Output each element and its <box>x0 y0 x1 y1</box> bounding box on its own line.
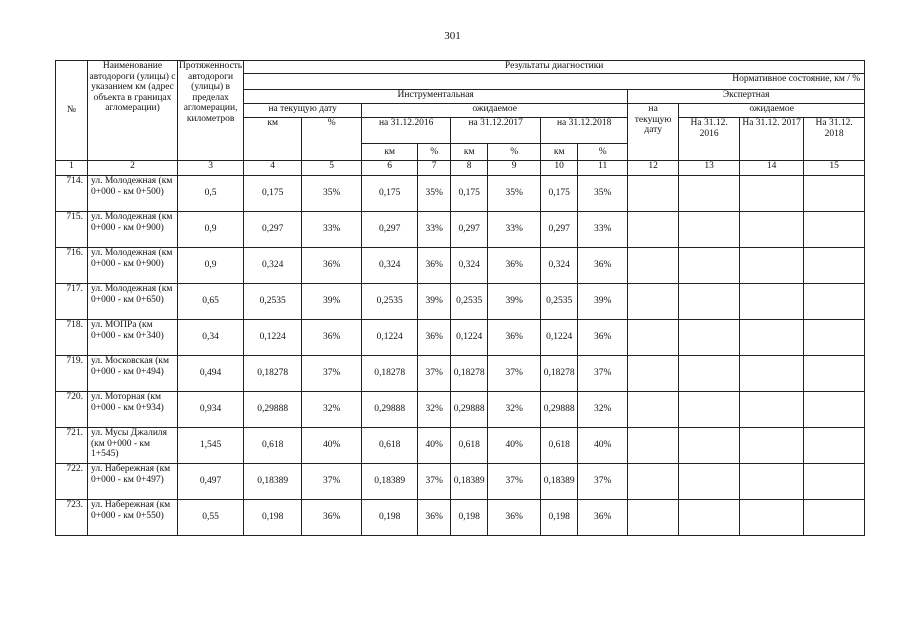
header-expert-expected: ожидаемое <box>679 104 865 118</box>
pct-2018: 36% <box>578 320 628 356</box>
expert-current-cell <box>628 284 679 320</box>
row-number: 716. <box>56 248 88 284</box>
road-length: 0,934 <box>178 392 244 428</box>
pct-2016: 40% <box>418 428 451 464</box>
km-2016: 0,198 <box>362 500 418 536</box>
header-pct-2016: % <box>418 144 451 161</box>
row-number: 720. <box>56 392 88 428</box>
header-km: км <box>244 118 302 161</box>
km-2016: 0,175 <box>362 176 418 212</box>
road-name: ул. Мусы Джалиля (км 0+000 - км 1+545) <box>88 428 178 464</box>
expert-2016-cell <box>679 248 740 284</box>
header-expert-current: на текущую дату <box>628 104 679 161</box>
page-number: 301 <box>444 30 461 42</box>
road-length: 1,545 <box>178 428 244 464</box>
road-name: ул. МОПРа (км 0+000 - км 0+340) <box>88 320 178 356</box>
current-pct: 40% <box>302 428 362 464</box>
header-km-2018: км <box>541 144 578 161</box>
row-number: 714. <box>56 176 88 212</box>
km-2016: 0,29888 <box>362 392 418 428</box>
current-pct: 36% <box>302 500 362 536</box>
pct-2017: 32% <box>488 392 541 428</box>
expert-2017-cell <box>740 428 804 464</box>
km-2016: 0,2535 <box>362 284 418 320</box>
col-number: 15 <box>804 161 865 176</box>
expert-current-cell <box>628 248 679 284</box>
expert-2018-cell <box>804 248 865 284</box>
row-number: 721. <box>56 428 88 464</box>
expert-2018-cell <box>804 500 865 536</box>
expert-current-cell <box>628 212 679 248</box>
pct-2017: 36% <box>488 500 541 536</box>
header-current-date: на текущую дату <box>244 104 362 118</box>
expert-2017-cell <box>740 320 804 356</box>
header-name: Наименование автодороги (улицы) с указанием км (адрес объекта в границах агломерации) <box>88 61 178 161</box>
current-km: 0,618 <box>244 428 302 464</box>
col-number: 4 <box>244 161 302 176</box>
expert-2017-cell <box>740 176 804 212</box>
road-name: ул. Набережная (км 0+000 - км 0+550) <box>88 500 178 536</box>
expert-2016-cell <box>679 356 740 392</box>
current-km: 0,18278 <box>244 356 302 392</box>
row-number: 723. <box>56 500 88 536</box>
header-date-2017: на 31.12.2017 <box>451 118 541 144</box>
col-number: 9 <box>488 161 541 176</box>
current-km: 0,29888 <box>244 392 302 428</box>
col-number: 3 <box>178 161 244 176</box>
col-number: 10 <box>541 161 578 176</box>
expert-current-cell <box>628 320 679 356</box>
road-name: ул. Моторная (км 0+000 - км 0+934) <box>88 392 178 428</box>
road-length: 0,494 <box>178 356 244 392</box>
pct-2018: 40% <box>578 428 628 464</box>
pct-2017: 39% <box>488 284 541 320</box>
expert-2017-cell <box>740 248 804 284</box>
current-pct: 37% <box>302 464 362 500</box>
row-number: 718. <box>56 320 88 356</box>
col-number: 8 <box>451 161 488 176</box>
km-2017: 0,29888 <box>451 392 488 428</box>
pct-2018: 33% <box>578 212 628 248</box>
km-2018: 0,324 <box>541 248 578 284</box>
pct-2018: 32% <box>578 392 628 428</box>
row-number: 715. <box>56 212 88 248</box>
expert-2018-cell <box>804 284 865 320</box>
col-number: 13 <box>679 161 740 176</box>
expert-current-cell <box>628 428 679 464</box>
road-name: ул. Набережная (км 0+000 - км 0+497) <box>88 464 178 500</box>
col-number: 7 <box>418 161 451 176</box>
pct-2017: 36% <box>488 248 541 284</box>
expert-current-cell <box>628 464 679 500</box>
pct-2016: 37% <box>418 464 451 500</box>
current-km: 0,1224 <box>244 320 302 356</box>
km-2018: 0,198 <box>541 500 578 536</box>
km-2018: 0,618 <box>541 428 578 464</box>
header-pct: % <box>302 118 362 161</box>
pct-2017: 37% <box>488 356 541 392</box>
table-row <box>56 176 865 212</box>
pct-2017: 35% <box>488 176 541 212</box>
header-normative: Нормативное состояние, км / % <box>244 74 865 90</box>
col-number: 5 <box>302 161 362 176</box>
pct-2016: 35% <box>418 176 451 212</box>
pct-2018: 37% <box>578 464 628 500</box>
pct-2018: 36% <box>578 248 628 284</box>
km-2016: 0,297 <box>362 212 418 248</box>
km-2017: 0,1224 <box>451 320 488 356</box>
road-length: 0,34 <box>178 320 244 356</box>
header-km-2016: км <box>362 144 418 161</box>
road-length: 0,65 <box>178 284 244 320</box>
expert-2016-cell <box>679 320 740 356</box>
road-length: 0,55 <box>178 500 244 536</box>
expert-2016-cell <box>679 212 740 248</box>
table-row <box>56 320 865 356</box>
km-2016: 0,18389 <box>362 464 418 500</box>
pct-2018: 39% <box>578 284 628 320</box>
pct-2016: 39% <box>418 284 451 320</box>
expert-2017-cell <box>740 392 804 428</box>
road-length: 0,9 <box>178 212 244 248</box>
km-2018: 0,1224 <box>541 320 578 356</box>
km-2018: 0,297 <box>541 212 578 248</box>
pct-2018: 35% <box>578 176 628 212</box>
col-number: 1 <box>56 161 88 176</box>
header-exp-2016: На 31.12. 2016 <box>679 118 740 161</box>
header-no: № <box>56 61 88 161</box>
km-2018: 0,175 <box>541 176 578 212</box>
pct-2016: 36% <box>418 248 451 284</box>
pct-2017: 33% <box>488 212 541 248</box>
expert-2017-cell <box>740 356 804 392</box>
pct-2016: 36% <box>418 320 451 356</box>
km-2017: 0,175 <box>451 176 488 212</box>
header-length: Протяженность автодороги (улицы) в пределах агломерации, километров <box>178 61 244 161</box>
km-2017: 0,2535 <box>451 284 488 320</box>
header-pct-2018: % <box>578 144 628 161</box>
column-numbers-row <box>56 161 865 176</box>
pct-2018: 37% <box>578 356 628 392</box>
expert-current-cell <box>628 176 679 212</box>
road-length: 0,5 <box>178 176 244 212</box>
expert-2018-cell <box>804 212 865 248</box>
km-2017: 0,297 <box>451 212 488 248</box>
table-row <box>56 248 865 284</box>
col-number: 14 <box>740 161 804 176</box>
col-number: 6 <box>362 161 418 176</box>
expert-2018-cell <box>804 320 865 356</box>
current-km: 0,324 <box>244 248 302 284</box>
km-2018: 0,29888 <box>541 392 578 428</box>
header-exp-2017: На 31.12. 2017 <box>740 118 804 161</box>
km-2017: 0,198 <box>451 500 488 536</box>
expert-2018-cell <box>804 428 865 464</box>
table-row <box>56 428 865 464</box>
current-km: 0,198 <box>244 500 302 536</box>
expert-current-cell <box>628 392 679 428</box>
road-length: 0,9 <box>178 248 244 284</box>
table-row <box>56 284 865 320</box>
current-pct: 32% <box>302 392 362 428</box>
expert-2017-cell <box>740 284 804 320</box>
row-number: 719. <box>56 356 88 392</box>
header-instrumental: Инструментальная <box>244 90 628 104</box>
road-name: ул. Молодежная (км 0+000 - км 0+500) <box>88 176 178 212</box>
row-number: 722. <box>56 464 88 500</box>
current-pct: 36% <box>302 320 362 356</box>
pct-2017: 40% <box>488 428 541 464</box>
row-number: 717. <box>56 284 88 320</box>
table-row <box>56 392 865 428</box>
expert-2017-cell <box>740 464 804 500</box>
table-row <box>56 356 865 392</box>
pct-2016: 33% <box>418 212 451 248</box>
current-pct: 39% <box>302 284 362 320</box>
expert-2017-cell <box>740 500 804 536</box>
km-2017: 0,324 <box>451 248 488 284</box>
road-name: ул. Молодежная (км 0+000 - км 0+650) <box>88 284 178 320</box>
current-pct: 35% <box>302 176 362 212</box>
expert-2018-cell <box>804 356 865 392</box>
diagnostics-table <box>55 60 865 536</box>
table-row <box>56 500 865 536</box>
header-expert: Экспертная <box>628 90 865 104</box>
expert-2016-cell <box>679 464 740 500</box>
pct-2018: 36% <box>578 500 628 536</box>
road-name: ул. Московская (км 0+000 - км 0+494) <box>88 356 178 392</box>
km-2018: 0,18389 <box>541 464 578 500</box>
pct-2017: 36% <box>488 320 541 356</box>
km-2017: 0,18389 <box>451 464 488 500</box>
current-km: 0,2535 <box>244 284 302 320</box>
table-row <box>56 464 865 500</box>
pct-2016: 32% <box>418 392 451 428</box>
km-2016: 0,18278 <box>362 356 418 392</box>
expert-2018-cell <box>804 392 865 428</box>
header-date-2018: на 31.12.2018 <box>541 118 628 144</box>
current-pct: 36% <box>302 248 362 284</box>
col-number: 11 <box>578 161 628 176</box>
col-number: 12 <box>628 161 679 176</box>
road-name: ул. Молодежная (км 0+000 - км 0+900) <box>88 248 178 284</box>
header-pct-2017: % <box>488 144 541 161</box>
pct-2016: 37% <box>418 356 451 392</box>
road-length: 0,497 <box>178 464 244 500</box>
header-km-2017: км <box>451 144 488 161</box>
km-2016: 0,1224 <box>362 320 418 356</box>
expert-current-cell <box>628 356 679 392</box>
expert-2016-cell <box>679 284 740 320</box>
expert-2016-cell <box>679 176 740 212</box>
km-2018: 0,18278 <box>541 356 578 392</box>
header-date-2016: на 31.12.2016 <box>362 118 451 144</box>
km-2018: 0,2535 <box>541 284 578 320</box>
current-km: 0,175 <box>244 176 302 212</box>
km-2016: 0,618 <box>362 428 418 464</box>
current-pct: 33% <box>302 212 362 248</box>
pct-2016: 36% <box>418 500 451 536</box>
pct-2017: 37% <box>488 464 541 500</box>
expert-2018-cell <box>804 176 865 212</box>
km-2017: 0,18278 <box>451 356 488 392</box>
current-pct: 37% <box>302 356 362 392</box>
current-km: 0,297 <box>244 212 302 248</box>
current-km: 0,18389 <box>244 464 302 500</box>
expert-current-cell <box>628 500 679 536</box>
expert-2017-cell <box>740 212 804 248</box>
col-number: 2 <box>88 161 178 176</box>
road-name: ул. Молодежная (км 0+000 - км 0+900) <box>88 212 178 248</box>
expert-2016-cell <box>679 392 740 428</box>
km-2016: 0,324 <box>362 248 418 284</box>
expert-2016-cell <box>679 428 740 464</box>
table-row <box>56 212 865 248</box>
header-expected: ожидаемое <box>362 104 628 118</box>
expert-2018-cell <box>804 464 865 500</box>
expert-2016-cell <box>679 500 740 536</box>
header-exp-2018: На 31.12. 2018 <box>804 118 865 161</box>
km-2017: 0,618 <box>451 428 488 464</box>
header-results: Результаты диагностики <box>244 61 865 74</box>
